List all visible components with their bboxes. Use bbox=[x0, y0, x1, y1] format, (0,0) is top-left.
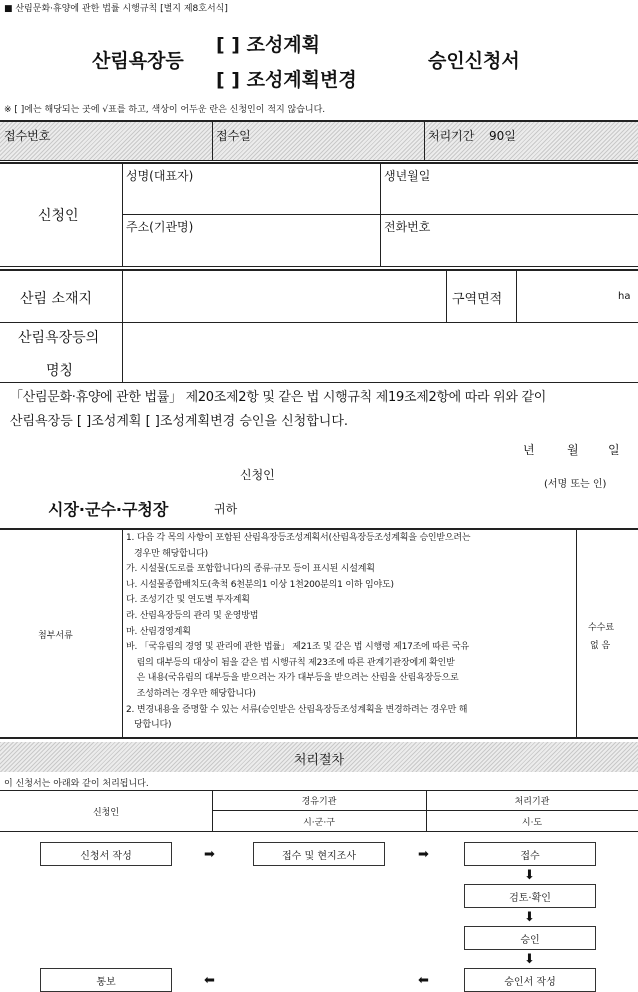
year-label: 년 bbox=[523, 443, 535, 457]
processing-period-label: 처리기간 bbox=[428, 129, 475, 143]
title-left: 산림욕장등 bbox=[92, 50, 184, 72]
signature-note[interactable]: (서명 또는 인) bbox=[544, 479, 607, 490]
birth-date-field[interactable] bbox=[384, 184, 634, 210]
applicant-section-label: 신청인 bbox=[38, 208, 79, 224]
receipt-row bbox=[0, 121, 638, 160]
title-option-plan: [ ] 조성계획 bbox=[216, 34, 321, 56]
receipt-number-label: 접수번호 bbox=[4, 129, 51, 143]
step-approve: 승인 bbox=[464, 926, 596, 950]
birth-date-label: 생년월일 bbox=[384, 169, 431, 183]
arrow-down-icon: ⬇ bbox=[524, 910, 535, 925]
attachment-line: 다. 조성기간 및 연도별 투자계획 bbox=[126, 595, 250, 606]
forest-name-field[interactable] bbox=[126, 328, 632, 378]
month-label: 월 bbox=[567, 443, 579, 457]
name-label: 성명(대표자) bbox=[126, 169, 194, 183]
address-field[interactable] bbox=[126, 236, 376, 262]
attachment-line: 라. 산림욕장등의 관리 및 운영방법 bbox=[126, 610, 259, 621]
procedure-title: 처리절차 bbox=[293, 753, 345, 768]
col-intermediary: 경유기관 bbox=[301, 797, 337, 807]
area-label: 구역면적 bbox=[452, 292, 503, 307]
arrow-left-icon: ⬅ bbox=[204, 973, 215, 988]
arrow-right-icon: ➡ bbox=[204, 847, 215, 862]
step-notify: 통보 bbox=[40, 968, 172, 992]
fee-value: 없 음 bbox=[590, 641, 611, 651]
attachment-line: 나. 시설물종합배치도(축척 6천분의1 이상 1천200분의1 이하 임야도) bbox=[126, 579, 394, 590]
recipient: 시장·군수·구청장 bbox=[48, 500, 169, 519]
attachment-line: 2. 변경내용을 증명할 수 있는 서류(승인받은 산림욕장등조성계획을 변경하려는 경우만 해 bbox=[126, 704, 468, 715]
attachment-line: 은 내용(국유림의 대부등을 받으려는 자가 대부등을 받으려는 산림을 산림욕장등으로 bbox=[126, 673, 459, 684]
procedure-intro: 이 신청서는 아래와 같이 처리됩니다. bbox=[4, 779, 149, 789]
receipt-date-label: 접수일 bbox=[216, 129, 251, 143]
attachments-label: 첨부서류 bbox=[38, 631, 73, 641]
declaration-line-1: 「산림문화·휴양에 관한 법률」 제20조제2항 및 같은 법 시행규칙 제19조제2항에 따라 위와 같이 bbox=[10, 390, 546, 405]
area-unit: ha bbox=[618, 291, 631, 302]
day-label: 일 bbox=[608, 443, 620, 457]
attachment-line: 경우만 해당합니다) bbox=[126, 548, 208, 559]
name-field[interactable] bbox=[126, 184, 376, 210]
declaration-line-2: 산림욕장등 [ ]조성계획 [ ]조성계획변경 승인을 신청합니다. bbox=[10, 414, 349, 429]
title-option-plan-change: [ ] 조성계획변경 bbox=[216, 69, 357, 91]
attachment-line: 바. 「국유림의 경영 및 관리에 관한 법률」 제21조 및 같은 법 시행령 제17조에 따른 국유 bbox=[126, 642, 469, 653]
address-label: 주소(기관명) bbox=[126, 220, 194, 234]
instruction-note: ※ [ ]에는 해당되는 곳에 √표를 하고, 색상이 어두운 란은 신청인이 적지 않습니다. bbox=[4, 105, 326, 115]
step-receive: 접수 bbox=[464, 842, 596, 866]
forest-name-label-1: 산림욕장등의 bbox=[18, 330, 100, 346]
step-receipt-survey: 접수 및 현지조사 bbox=[253, 842, 385, 866]
arrow-down-icon: ⬇ bbox=[524, 952, 535, 967]
area-field[interactable] bbox=[520, 276, 616, 318]
attachments-list bbox=[126, 531, 574, 734]
recipient-suffix: 귀하 bbox=[214, 502, 238, 516]
attachment-line: 조성하려는 경우만 해당합니다) bbox=[126, 688, 256, 699]
forest-name-label-2: 명칭 bbox=[46, 363, 74, 379]
attachment-line: 림의 대부등의 대상이 됨을 같은 법 시행규칙 제23조에 따른 관계기관장에게 확인받 bbox=[126, 657, 455, 668]
form-reference-note: ■ 산림문화·휴양에 관한 법률 시행규칙 [별지 제8호서식] bbox=[4, 4, 228, 14]
fee-label: 수수료 bbox=[588, 623, 615, 633]
step-apply: 신청서 작성 bbox=[40, 842, 172, 866]
phone-field[interactable] bbox=[384, 236, 634, 262]
forest-location-label: 산림 소재지 bbox=[20, 291, 93, 307]
arrow-down-icon: ⬇ bbox=[524, 868, 535, 883]
attachment-line: 마. 산림경영계획 bbox=[126, 626, 191, 637]
forest-location-field[interactable] bbox=[126, 276, 442, 318]
attachment-line: 1. 다음 각 목의 사항이 포함된 산림욕장등조성계획서(산림욕장등조성계획을 승인받으려는 bbox=[126, 533, 471, 543]
col-processor-office: 시·도 bbox=[521, 818, 543, 828]
arrow-left-icon: ⬅ bbox=[418, 973, 429, 988]
title-right: 승인신청서 bbox=[428, 50, 520, 72]
applicant-sign-label: 신청인 bbox=[240, 468, 275, 482]
step-write-cert: 승인서 작성 bbox=[464, 968, 596, 992]
processing-period-value: 90일 bbox=[489, 129, 516, 143]
step-review: 검토·확인 bbox=[464, 884, 596, 908]
phone-label: 전화번호 bbox=[384, 220, 431, 234]
col-processor: 처리기관 bbox=[514, 797, 550, 807]
col-intermediary-office: 시·군·구 bbox=[303, 818, 335, 828]
attachment-line: 당합니다) bbox=[126, 720, 172, 731]
arrow-right-icon: ➡ bbox=[418, 847, 429, 862]
attachment-line: 가. 시설물(도로를 포함합니다)의 종류·규모 등이 표시된 시설계획 bbox=[126, 564, 375, 575]
col-applicant: 신청인 bbox=[92, 808, 120, 818]
